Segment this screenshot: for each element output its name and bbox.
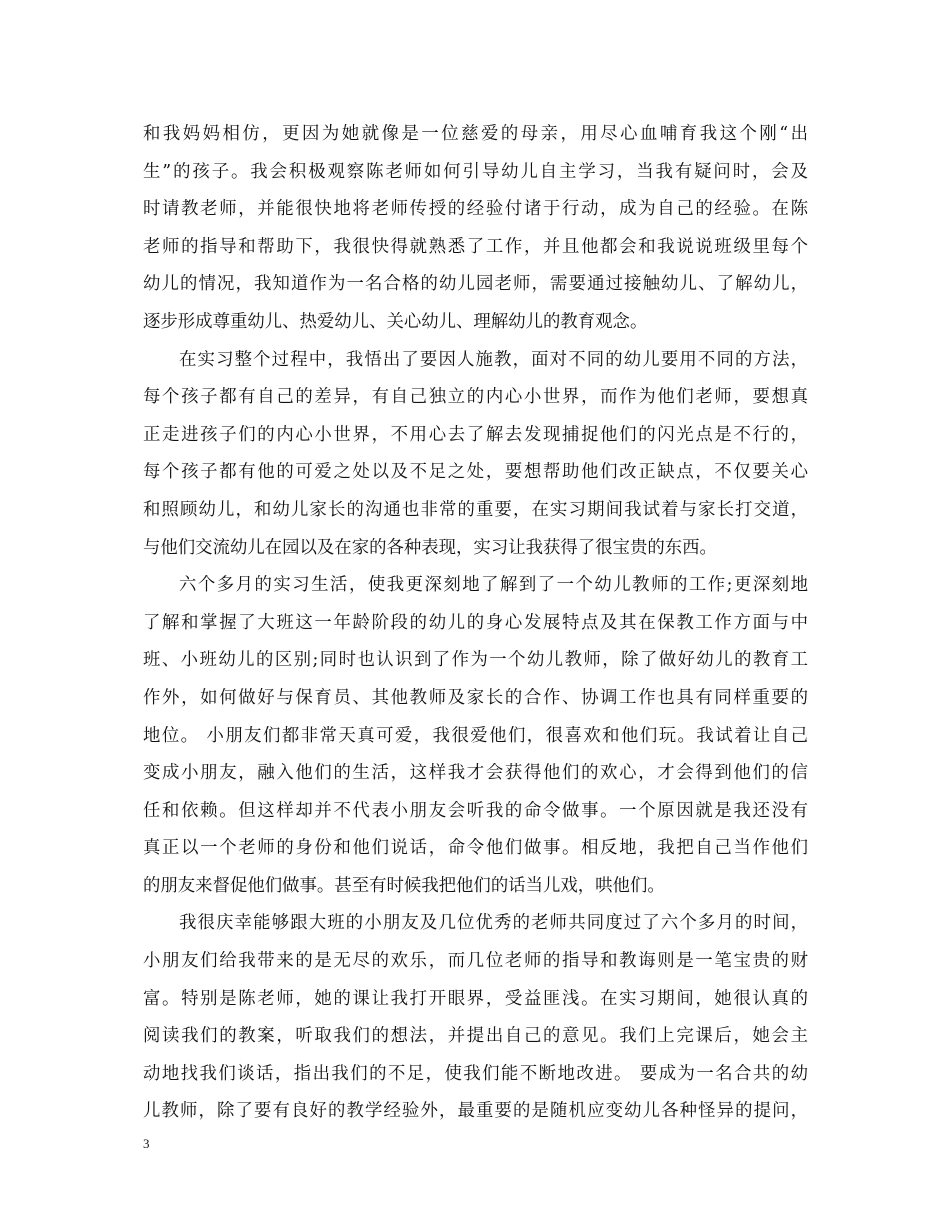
- text-line: 富。特别是陈老师，她的课让我打开眼界，受益匪浅。在实习期间，她很认真的: [143, 988, 808, 1009]
- text-line: 每个孩子都有自己的差异，有自己独立的内心小世界，而作为他们老师，要想真: [143, 387, 808, 408]
- text-line: 逐步形成尊重幼儿、热爱幼儿、关心幼儿、理解幼儿的教育观念。: [143, 311, 648, 332]
- text-line: 了解和掌握了大班这一年龄阶段的幼儿的身心发展特点及其在保教工作方面与中: [143, 612, 808, 633]
- text-line: 时请教老师，并能很快地将老师传授的经验付诸于行动，成为自己的经验。在陈: [143, 199, 808, 220]
- text-line: 在实习整个过程中，我悟出了要因人施教，面对不同的幼儿要用不同的方法，: [179, 349, 808, 370]
- text-line: 阅读我们的教案，听取我们的想法，并提出自己的意见。我们上完课后，她会主: [143, 1026, 808, 1047]
- text-line: 生”的孩子。我会积极观察陈老师如何引导幼儿自主学习，当我有疑问时，会及: [143, 161, 808, 182]
- page-number: 3: [143, 1136, 150, 1151]
- text-line: 变成小朋友，融入他们的生活，这样我才会获得他们的欢心，才会得到他们的信: [143, 763, 808, 784]
- text-line: 班、小班幼儿的区别;同时也认识到了作为一个幼儿教师，除了做好幼儿的教育工: [143, 650, 808, 671]
- text-line: 正走进孩子们的内心小世界，不用心去了解去发现捕捉他们的闪光点是不行的，: [143, 424, 808, 445]
- text-line: 动地找我们谈话，指出我们的不足，使我们能不断地改进。 要成为一名合共的幼: [143, 1063, 808, 1084]
- text-line: 每个孩子都有他的可爱之处以及不足之处，要想帮助他们改正缺点，不仅要关心: [143, 462, 808, 483]
- text-line: 地位。 小朋友们都非常天真可爱，我很爱他们，很喜欢和他们玩。我试着让自己: [143, 725, 808, 746]
- text-line: 任和依赖。但这样却并不代表小朋友会听我的命令做事。一个原因就是我还没有: [143, 800, 808, 821]
- text-line: 老师的指导和帮助下，我很快得就熟悉了工作，并且他都会和我说说班级里每个: [143, 236, 808, 257]
- text-line: 和照顾幼儿，和幼儿家长的沟通也非常的重要，在实习期间我试着与家长打交道，: [143, 499, 808, 520]
- text-line: 和我妈妈相仿，更因为她就像是一位慈爱的母亲，用尽心血哺育我这个刚“出: [143, 124, 808, 144]
- text-line: 真正以一个老师的身份和他们说话，命令他们做事。相反地，我把自己当作他们: [143, 838, 808, 859]
- text-line: 的朋友来督促他们做事。甚至有时候我把他们的话当儿戏，哄他们。: [143, 875, 665, 896]
- text-line: 儿教师，除了要有良好的教学经验外，最重要的是随机应变幼儿各种怪异的提问，: [143, 1101, 808, 1122]
- text-line: 幼儿的情况，我知道作为一名合格的幼儿园老师，需要通过接触幼儿、了解幼儿，: [143, 274, 808, 295]
- text-line: 我很庆幸能够跟大班的小朋友及几位优秀的老师共同度过了六个多月的时间，: [179, 913, 808, 934]
- text-line: 与他们交流幼儿在园以及在家的各种表现，实习让我获得了很宝贵的东西。: [143, 537, 717, 558]
- text-line: 作外，如何做好与保育员、其他教师及家长的合作、协调工作也具有同样重要的: [143, 687, 808, 708]
- text-line: 小朋友们给我带来的是无尽的欢乐，而几位老师的指导和教诲则是一笔宝贵的财: [143, 951, 808, 972]
- body-text: [143, 116, 808, 1131]
- text-line: 六个多月的实习生活，使我更深刻地了解到了一个幼儿教师的工作;更深刻地: [179, 575, 808, 596]
